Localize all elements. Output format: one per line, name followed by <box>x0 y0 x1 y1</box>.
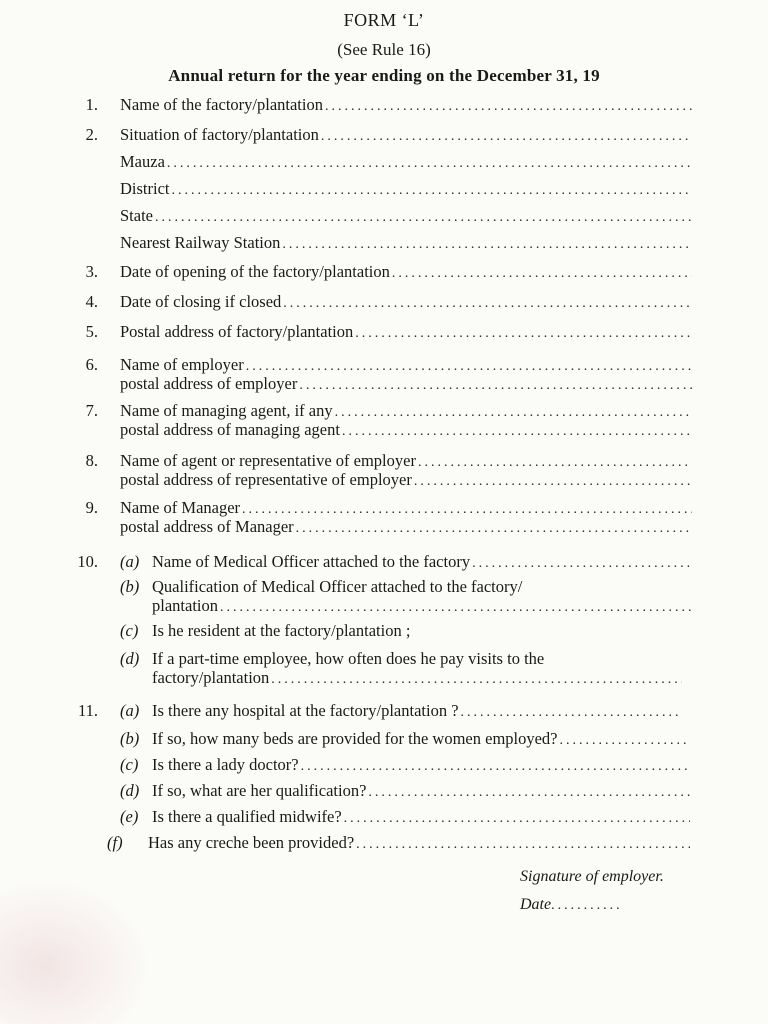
fill-line[interactable] <box>356 837 690 853</box>
form-field[interactable] <box>120 401 692 421</box>
form-field[interactable] <box>120 95 692 115</box>
form-field[interactable] <box>120 322 692 342</box>
sub-marker: (e) <box>120 807 139 826</box>
sub-marker: (c) <box>120 621 139 640</box>
field-label: Nearest Railway Station <box>120 233 281 252</box>
sub-marker: (b) <box>120 729 140 748</box>
form-field[interactable] <box>120 262 692 282</box>
fill-line[interactable] <box>155 210 692 226</box>
form-field[interactable] <box>148 833 690 853</box>
field-label: Is there any hospital at the factory/plantation ? <box>152 701 459 720</box>
field-label: Name of Manager <box>120 498 241 517</box>
sub-marker: (f) <box>107 833 123 852</box>
fill-line[interactable] <box>301 759 690 775</box>
field-label: Is there a qualified midwife? <box>152 807 342 826</box>
field-label: Postal address of factory/plantation <box>120 322 354 341</box>
field-label: postal address of employer <box>120 374 298 393</box>
form-title: FORM ‘L’ <box>343 10 425 30</box>
form-field[interactable] <box>120 206 692 226</box>
form-field[interactable] <box>120 233 692 253</box>
sub-marker: (d) <box>120 781 140 800</box>
field-label: Mauza <box>120 152 165 171</box>
fill-line[interactable] <box>299 378 692 394</box>
fill-line[interactable] <box>271 672 682 688</box>
fill-line[interactable] <box>283 296 692 312</box>
item-number: 6. <box>85 355 98 374</box>
field-label: postal address of representative of employer <box>120 470 412 489</box>
sub-marker: (a) <box>120 701 140 720</box>
form-field[interactable] <box>120 152 692 172</box>
form-field[interactable] <box>120 517 692 537</box>
signature-label: Signature of employer. <box>520 868 664 885</box>
fill-line[interactable] <box>560 733 690 749</box>
item-number: 7. <box>85 401 98 420</box>
item-number: 10. <box>77 552 98 571</box>
field-label: If so, how many beds are provided for the women employed? <box>152 729 558 748</box>
field-label: Situation of factory/plantation <box>120 125 319 144</box>
fill-line[interactable] <box>282 237 692 253</box>
form-field[interactable] <box>152 596 692 616</box>
fill-line[interactable] <box>335 405 692 421</box>
field-label: factory/plantation <box>152 668 270 687</box>
field-label: Name of Medical Officer attached to the factory <box>152 552 471 571</box>
form-field[interactable] <box>152 729 690 749</box>
sub-marker: (d) <box>120 649 140 668</box>
field-label: Name of the factory/plantation <box>120 95 323 114</box>
fill-line[interactable] <box>472 556 692 572</box>
form-field[interactable] <box>120 498 692 518</box>
form-field[interactable] <box>152 701 682 721</box>
item-number: 11. <box>77 701 98 720</box>
fill-line[interactable] <box>344 811 690 827</box>
item-number: 9. <box>85 498 98 517</box>
sub-marker: (c) <box>120 755 139 774</box>
form-field <box>152 577 697 597</box>
item-number: 1. <box>85 95 98 114</box>
form-field[interactable] <box>120 125 692 145</box>
fill-line[interactable] <box>418 455 692 471</box>
fill-line[interactable] <box>296 521 692 537</box>
fill-line[interactable] <box>172 183 693 199</box>
field-label: Is he resident at the factory/plantation ; <box>152 621 411 640</box>
fill-line[interactable]: ........... <box>551 898 623 913</box>
fill-line[interactable] <box>220 600 692 616</box>
form-field[interactable] <box>152 552 692 572</box>
field-label: State <box>120 206 153 225</box>
fill-line[interactable] <box>167 156 692 172</box>
field-label: Name of employer <box>120 355 244 374</box>
form-field[interactable] <box>152 668 682 688</box>
sub-marker: (a) <box>120 552 140 571</box>
field-label: postal address of Manager <box>120 517 294 536</box>
form-field[interactable] <box>152 781 690 801</box>
fill-line[interactable] <box>414 474 692 490</box>
field-label: plantation <box>152 596 218 615</box>
fill-line[interactable] <box>242 502 692 518</box>
field-label: Date of opening of the factory/plantation <box>120 262 390 281</box>
form-field[interactable] <box>120 470 692 490</box>
form-field[interactable] <box>120 420 692 440</box>
form-field[interactable] <box>120 374 692 394</box>
field-label: If a part-time employee, how often does he pay visits to the <box>152 649 545 668</box>
field-label: Name of agent or representative of employer <box>120 451 416 470</box>
form-field <box>152 649 700 669</box>
fill-line[interactable] <box>246 359 692 375</box>
item-number: 2. <box>85 125 98 144</box>
field-label: District <box>120 179 170 198</box>
sub-marker: (b) <box>120 577 140 596</box>
item-number: 8. <box>85 451 98 470</box>
fill-line[interactable] <box>368 785 690 801</box>
fill-line[interactable] <box>392 266 692 282</box>
form-field[interactable] <box>120 355 692 375</box>
form-field[interactable] <box>120 451 692 471</box>
form-field[interactable] <box>152 755 690 775</box>
field-label: Has any creche been provided? <box>148 833 355 852</box>
fill-line[interactable] <box>355 326 692 342</box>
form-heading: Annual return for the year ending on the December 31, 19 <box>168 66 600 85</box>
paper-stain <box>0 880 150 1024</box>
fill-line[interactable] <box>342 424 692 440</box>
form-field[interactable] <box>120 179 692 199</box>
date-label: Date <box>520 896 552 913</box>
form-field[interactable] <box>152 621 692 641</box>
item-number: 4. <box>85 292 98 311</box>
fill-line[interactable] <box>461 705 682 721</box>
form-field[interactable] <box>152 807 690 827</box>
item-number: 3. <box>85 262 98 281</box>
field-label: Is there a lady doctor? <box>152 755 299 774</box>
field-label: If so, what are her qualification? <box>152 781 367 800</box>
form-subtitle: (See Rule 16) <box>337 40 431 59</box>
fill-line[interactable] <box>321 129 692 145</box>
field-label: Date of closing if closed <box>120 292 282 311</box>
form-field[interactable] <box>120 292 692 312</box>
field-label: Name of managing agent, if any <box>120 401 333 420</box>
field-label: postal address of managing agent <box>120 420 340 439</box>
item-number: 5. <box>85 322 98 341</box>
date-field[interactable] <box>520 896 623 914</box>
fill-line[interactable] <box>325 99 692 115</box>
field-label: Qualification of Medical Officer attached to the factory/ <box>152 577 523 596</box>
